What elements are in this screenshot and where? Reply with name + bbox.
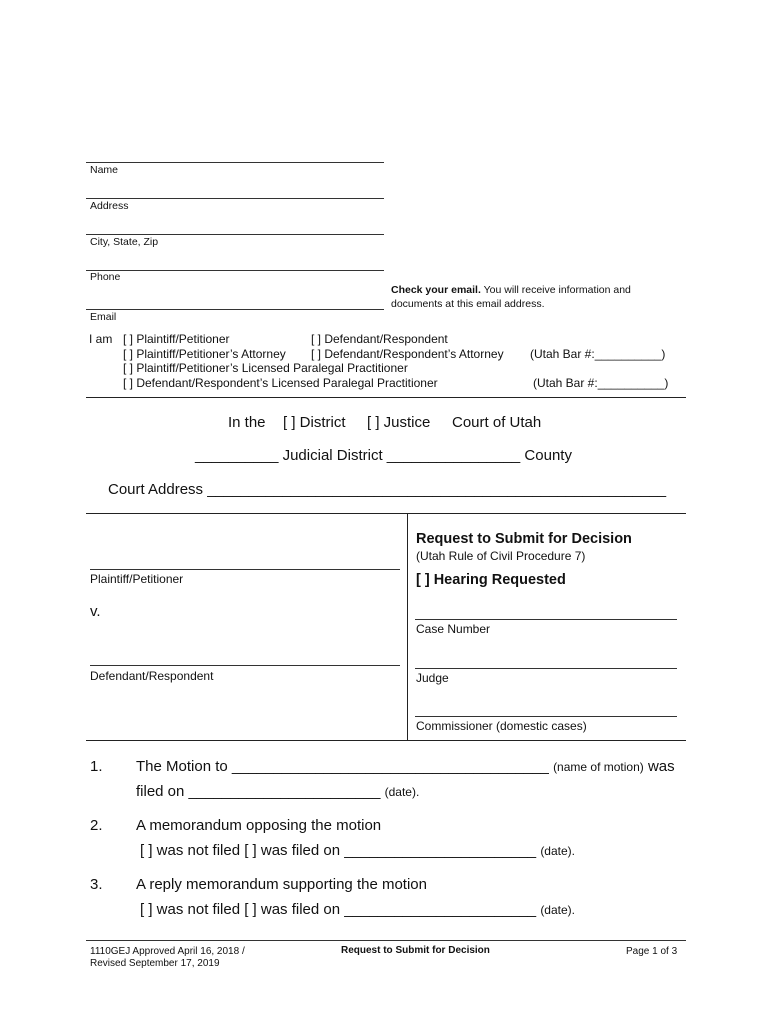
defendant-label: Defendant/Respondent xyxy=(90,669,214,683)
item-2-number: 2. xyxy=(90,817,103,834)
date-hint-1: (date). xyxy=(384,785,420,799)
defendant-line[interactable] xyxy=(90,665,400,666)
item-1-line2 xyxy=(136,783,419,800)
item-1-number: 1. xyxy=(90,758,103,775)
name-of-motion-hint: (name of motion) xyxy=(553,760,644,774)
date-hint-2: (date). xyxy=(540,844,575,858)
phone-label: Phone xyxy=(90,271,121,283)
caption-top-border xyxy=(86,513,686,514)
role-plaintiff[interactable]: [ ] Plaintiff/Petitioner xyxy=(123,332,230,346)
justice-checkbox[interactable]: [ ] Justice xyxy=(367,414,431,431)
caption-bottom-border xyxy=(86,740,686,741)
plaintiff-line[interactable] xyxy=(90,569,400,570)
caption-divider xyxy=(407,513,408,741)
email-note-bold: Check your email. xyxy=(391,284,481,296)
court-address-line[interactable]: Court Address _______________________________________________________ xyxy=(108,481,667,498)
utah-bar-1[interactable]: (Utah Bar #:__________) xyxy=(530,347,666,361)
footer-divider xyxy=(86,940,686,941)
item-2-line2 xyxy=(140,842,575,859)
case-number-label: Case Number xyxy=(416,622,491,636)
reply-memo-options[interactable]: [ ] was not filed [ ] was filed on _______________________ xyxy=(140,901,537,918)
phone-line xyxy=(86,270,384,271)
item-2-line1: A memorandum opposing the motion xyxy=(136,817,382,834)
versus-label: v. xyxy=(90,603,101,620)
name-line xyxy=(86,162,384,163)
judge-label: Judge xyxy=(416,671,449,685)
item-1-line1 xyxy=(136,758,675,775)
court-of-utah-label: Court of Utah xyxy=(452,414,542,431)
footer-form-id: 1110GEJ Approved April 16, 2018 / xyxy=(90,946,245,957)
city-line xyxy=(86,234,384,235)
case-number-line[interactable] xyxy=(415,619,677,620)
role-defendant[interactable]: [ ] Defendant/Respondent xyxy=(311,332,448,346)
i-am-label: I am xyxy=(89,332,113,346)
judicial-district-line[interactable]: __________ Judicial District ________________ County xyxy=(195,447,572,464)
item-3-number: 3. xyxy=(90,876,103,893)
role-defendant-paralegal[interactable]: [ ] Defendant/Respondent’s Licensed Paralegal Practitioner xyxy=(123,376,438,390)
city-label: City, State, Zip xyxy=(90,236,159,248)
item-1-was: was xyxy=(647,758,675,775)
item-3-line1: A reply memorandum supporting the motion xyxy=(136,876,427,893)
commissioner-label: Commissioner (domestic cases) xyxy=(416,719,587,733)
address-line xyxy=(86,198,384,199)
caption-title: Request to Submit for Decision xyxy=(416,531,632,547)
email-note-line2: documents at this email address. xyxy=(391,298,545,310)
email-note xyxy=(391,284,631,296)
email-line xyxy=(86,309,384,310)
role-plaintiff-paralegal[interactable]: [ ] Plaintiff/Petitioner’s Licensed Paralegal Practitioner xyxy=(123,361,408,375)
utah-bar-2[interactable]: (Utah Bar #:__________) xyxy=(533,376,669,390)
footer-title: Request to Submit for Decision xyxy=(341,945,490,956)
item-3-line2 xyxy=(140,901,575,918)
motion-filed-date-field[interactable]: filed on _______________________ xyxy=(136,783,381,800)
rule-label: (Utah Rule of Civil Procedure 7) xyxy=(416,549,586,563)
role-defendant-attorney[interactable]: [ ] Defendant/Respondent’s Attorney xyxy=(311,347,504,361)
judge-line[interactable] xyxy=(415,668,677,669)
hearing-requested-checkbox[interactable]: [ ] Hearing Requested xyxy=(416,572,566,588)
commissioner-line[interactable] xyxy=(415,716,677,717)
plaintiff-label: Plaintiff/Petitioner xyxy=(90,572,184,586)
footer-revised: Revised September 17, 2019 xyxy=(90,958,220,969)
role-plaintiff-attorney[interactable]: [ ] Plaintiff/Petitioner’s Attorney xyxy=(123,347,286,361)
in-the-label: In the xyxy=(228,414,266,431)
motion-name-field[interactable]: The Motion to ______________________________________ xyxy=(136,758,549,775)
email-label: Email xyxy=(90,311,117,323)
footer-page: Page 1 of 3 xyxy=(626,946,678,957)
date-hint-3: (date). xyxy=(540,903,575,917)
email-note-rest: You will receive information and xyxy=(483,284,631,296)
section-divider xyxy=(86,397,686,398)
name-label: Name xyxy=(90,164,119,176)
address-label: Address xyxy=(90,200,129,212)
district-checkbox[interactable]: [ ] District xyxy=(283,414,346,431)
opposing-memo-options[interactable]: [ ] was not filed [ ] was filed on _______________________ xyxy=(140,842,537,859)
